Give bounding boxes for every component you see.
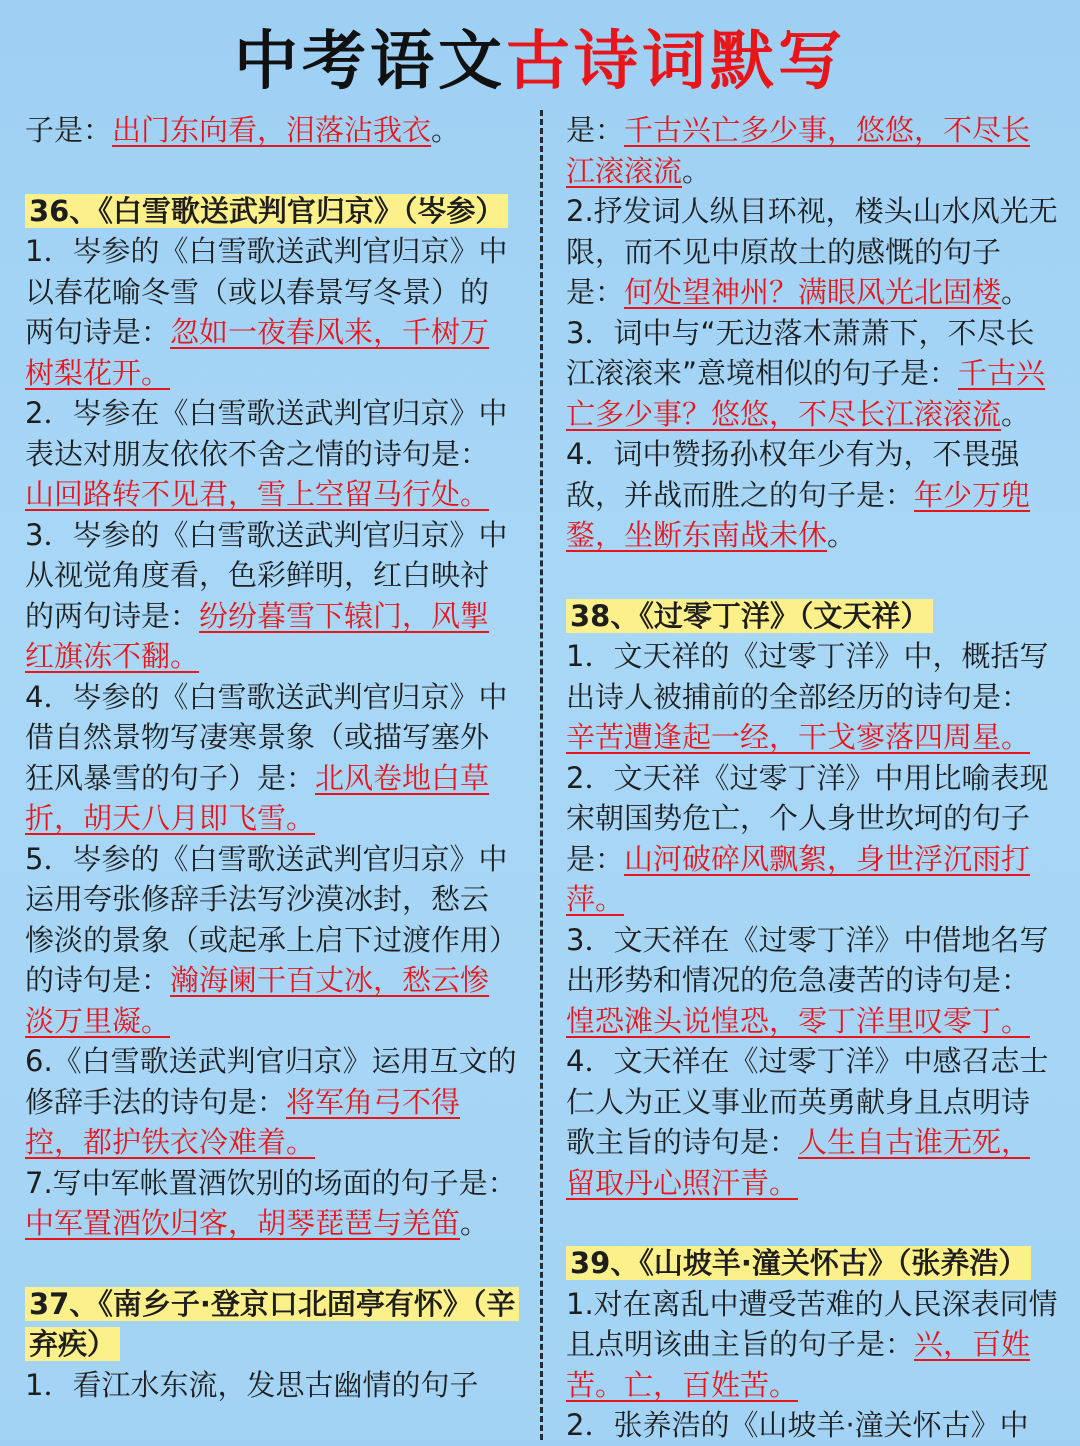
question-item [566, 313, 1058, 435]
answer-text: 山河破碎风飘絮，身世浮沉雨打萍。 [566, 841, 1031, 916]
answer-end-punctuation: 。 [827, 518, 857, 552]
title-part-red: 古诗词默写 [506, 25, 846, 99]
question-text: 6.《白雪歌送武判官归京》运用互文的修辞手法的诗句是： [25, 1044, 517, 1119]
answer-text: 惶恐滩头说惶恐，零丁洋里叹零丁。 [566, 1003, 1031, 1038]
question-item [25, 515, 517, 677]
question-text: 2．文天祥《过零丁洋》中用比喻表现宋朝国势危亡，个人身世坎坷的句子是： [566, 760, 1049, 876]
answer-text: 辛苦遭逢起一经，干戈寥落四周星。 [566, 720, 1031, 754]
answer-end-punctuation: 。 [682, 153, 712, 188]
question-item [25, 677, 517, 839]
section-heading [566, 596, 1058, 637]
answer-text: 千古兴亡多少事，悠悠，不尽长江滚滚流 [566, 113, 1031, 188]
answer-end-punctuation: 。 [1001, 396, 1031, 431]
section-heading [566, 1243, 1058, 1284]
question-item [566, 434, 1058, 556]
question-item [566, 636, 1058, 758]
answer-text: 何处望神州？满眼风光北固楼 [624, 275, 1002, 309]
answer-text: 兴，百姓苦。亡，百姓苦。 [566, 1327, 1031, 1402]
column-divider [540, 110, 543, 1440]
question-item [566, 191, 1058, 313]
question-text: 1．文天祥的《过零丁洋》中，概括写出诗人被捕前的全部经历的诗句是： [566, 639, 1049, 714]
right-column [566, 110, 1058, 1446]
question-item [25, 1041, 517, 1163]
question-text: 2.抒发词人纵目环视，楼头山水风光无限，而不见中原故土的感慨的句子是： [566, 194, 1058, 309]
question-text: 2．张养浩的《山坡羊·潼关怀古》中 [566, 1408, 1029, 1442]
question-item [566, 110, 1058, 191]
question-text: 子是： [25, 113, 113, 147]
answer-text: 纷纷暮雪下辕门，风掣红旗冻不翻。 [25, 598, 490, 673]
question-item [566, 758, 1058, 920]
answer-text: 将军角弓不得控，都护铁衣冷难着。 [25, 1084, 461, 1159]
question-item [566, 920, 1058, 1042]
question-text: 3．词中与“无边落木萧萧下，不尽长江滚滚来”意境相似的句子是： [566, 315, 1035, 390]
section-heading [25, 1284, 517, 1365]
answer-text: 忽如一夜春风来，千树万树梨花开。 [25, 315, 490, 390]
answer-text: 北风卷地白草折，胡天八月即飞雪。 [25, 760, 490, 835]
answer-text: 人生自古谁无死，留取丹心照汗青。 [566, 1125, 1031, 1200]
question-text: 5．岑参的《白雪歌送武判官归京》中运用夸张修辞手法写沙漠冰封，愁云惨淡的景象（或起承上启下过渡作用）的诗句是： [25, 841, 508, 997]
question-item [25, 231, 517, 393]
question-text: 7.写中军帐置酒饮别的场面的句子是： [25, 1165, 517, 1200]
question-item [25, 1365, 517, 1406]
question-text: 3．文天祥在《过零丁洋》中借地名写出形势和情况的危急凄苦的诗句是： [566, 922, 1049, 997]
question-item [25, 1163, 517, 1244]
question-item [566, 1041, 1058, 1203]
answer-end-punctuation: 。 [1001, 275, 1031, 309]
section-heading-text: 36、《白雪歌送武判官归京》（岑参） [25, 194, 508, 228]
question-item [25, 110, 517, 151]
answer-text: 中军置酒饮归客，胡琴琵琶与羌笛 [25, 1206, 461, 1240]
question-text: 是： [566, 113, 625, 147]
section-heading-text: 38、《过零丁洋》（文天祥） [566, 599, 933, 633]
section-spacer [566, 556, 1058, 596]
question-item [566, 1284, 1058, 1406]
section-heading-text: 39、《山坡羊·潼关怀古》（张养浩） [566, 1246, 1031, 1280]
section-spacer [25, 151, 517, 191]
question-text: 4．词中赞扬孙权年少有为，不畏强敌，并战而胜之的句子是： [566, 437, 1020, 512]
question-text: 4．岑参的《白雪歌送武判官归京》中借自然景物写凄寒景象（或描写塞外狂风暴雪的句子）是： [25, 679, 508, 795]
answer-end-punctuation: 。 [460, 1206, 490, 1240]
answer-text: 山回路转不见君，雪上空留马行处。 [25, 477, 490, 511]
answer-text: 千古兴亡多少事？悠悠，不尽长江滚滚流 [566, 356, 1046, 431]
section-heading [25, 191, 517, 232]
answer-text: 出门东向看，泪落沾我衣 [112, 113, 432, 147]
question-item [566, 1405, 1058, 1446]
question-text: 2．岑参在《白雪歌送武判官归京》中表达对朋友依依不舍之情的诗句是： [25, 396, 508, 471]
left-column [25, 110, 517, 1405]
page-title [0, 22, 1080, 102]
question-item [25, 839, 517, 1042]
question-text: 1．岑参的《白雪歌送武判官归京》中以春花喻冬雪（或以春景写冬景）的两句诗是： [25, 234, 508, 349]
question-text: 4．文天祥在《过零丁洋》中感召志士仁人为正义事业而英勇献身且点明诗歌主旨的诗句是： [566, 1044, 1049, 1159]
answer-end-punctuation: 。 [431, 113, 461, 147]
title-part-black: 中考语文 [234, 25, 506, 99]
section-spacer [566, 1203, 1058, 1243]
section-heading-text: 37、《南乡子·登京口北固亭有怀》（辛弃疾） [25, 1287, 519, 1362]
question-text: 1．看江水东流，发思古幽情的句子 [25, 1367, 479, 1402]
answer-text: 年少万兜鍪，坐断东南战未休 [566, 477, 1031, 552]
section-spacer [25, 1244, 517, 1284]
answer-text: 瀚海阑干百丈冰，愁云惨淡万里凝。 [25, 963, 490, 1038]
question-item [25, 393, 517, 515]
question-text: 3．岑参的《白雪歌送武判官归京》中从视觉角度看，色彩鲜明，红白映衬的两句诗是： [25, 517, 508, 633]
question-text: 1.对在离乱中遭受苦难的人民深表同情且点明该曲主旨的句子是： [566, 1286, 1058, 1361]
